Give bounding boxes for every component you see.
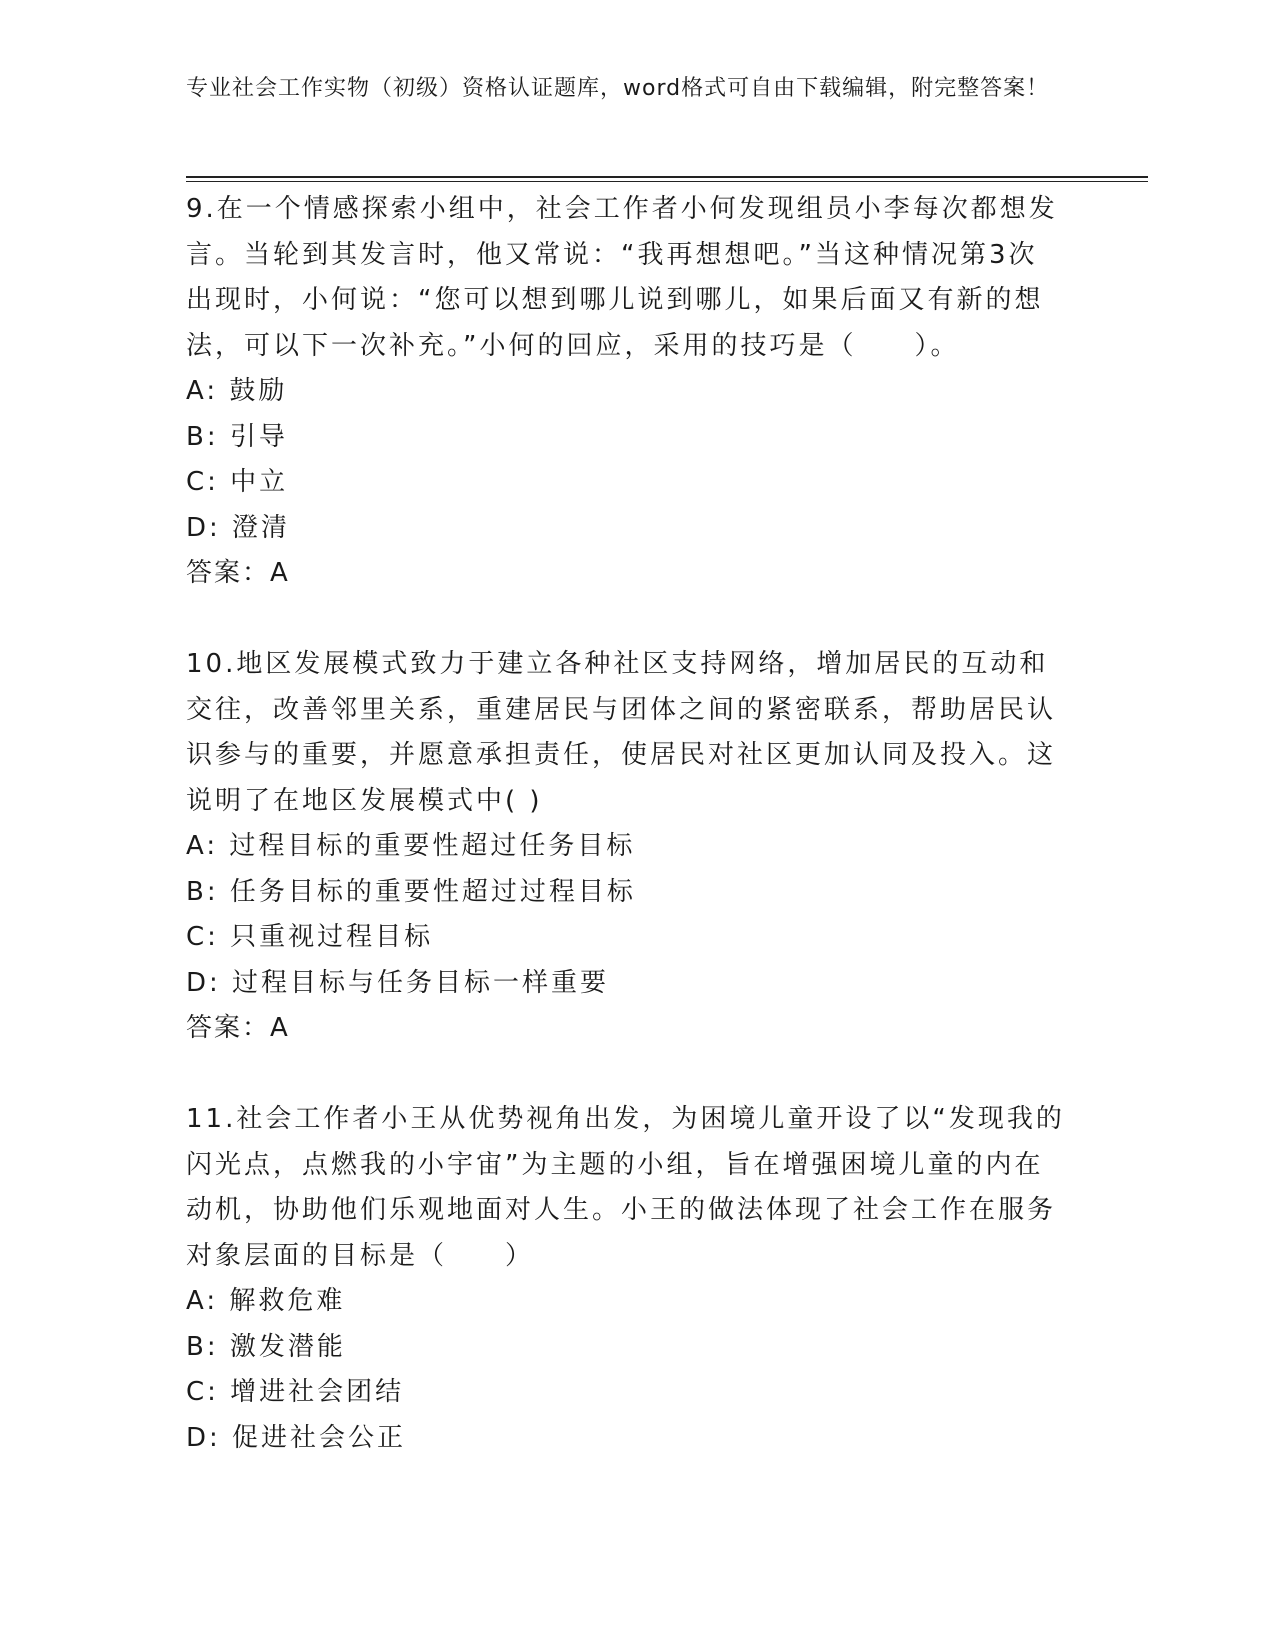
question-11 bbox=[186, 1097, 1066, 1461]
question-9 bbox=[186, 187, 1066, 597]
option-a: A: 鼓励 bbox=[186, 376, 288, 406]
option-d: D: 过程目标与任务目标一样重要 bbox=[186, 967, 610, 998]
header-divider-thick bbox=[186, 176, 1148, 178]
option-c: C: 中立 bbox=[186, 467, 289, 497]
option-d: D: 促进社会公正 bbox=[186, 1422, 407, 1453]
question-10 bbox=[186, 642, 1066, 1052]
option-a: A: 解救危难 bbox=[186, 1286, 346, 1316]
question-stem: 10.地区发展模式致力于建立各种社区支持网络，增加居民的互动和交往，改善邻里关系，重建居民与团体之间的紧密联系，帮助居民认识参与的重要，并愿意承担责任，使居民对社区更加认同及投入。这说明了在地区发展模式中( ) bbox=[186, 649, 1057, 816]
answer-line: 答案：A bbox=[186, 1013, 290, 1043]
option-c: C: 只重视过程目标 bbox=[186, 922, 434, 952]
option-b: B: 任务目标的重要性超过过程目标 bbox=[186, 876, 636, 907]
option-d: D: 澄清 bbox=[186, 512, 291, 543]
answer-line: 答案：A bbox=[186, 558, 290, 588]
option-a: A: 过程目标的重要性超过任务目标 bbox=[186, 831, 636, 861]
question-stem: 11.社会工作者小王从优势视角出发，为困境儿童开设了以“发现我的闪光点，点燃我的小宇宙”为主题的小组，旨在增强困境儿童的内在动机，协助他们乐观地面对人生。小王的做法体现了社会工作在服务对象层面的目标是（ ） bbox=[186, 1104, 1065, 1271]
header-divider-thin bbox=[186, 181, 1148, 182]
question-stem: 9.在一个情感探索小组中，社会工作者小何发现组员小李每次都想发言。当轮到其发言时，他又常说：“我再想想吧。”当这种情况第3次出现时，小何说：“您可以想到哪儿说到哪儿，如果后面又有新的想法，可以下一次补充。”小何的回应，采用的技巧是（ ）。 bbox=[186, 194, 1058, 361]
option-b: B: 引导 bbox=[186, 421, 288, 452]
option-b: B: 激发潜能 bbox=[186, 1331, 346, 1362]
option-c: C: 增进社会团结 bbox=[186, 1377, 405, 1407]
document-header: 专业社会工作实物（初级）资格认证题库，word格式可自由下载编辑，附完整答案！ bbox=[186, 76, 1050, 101]
